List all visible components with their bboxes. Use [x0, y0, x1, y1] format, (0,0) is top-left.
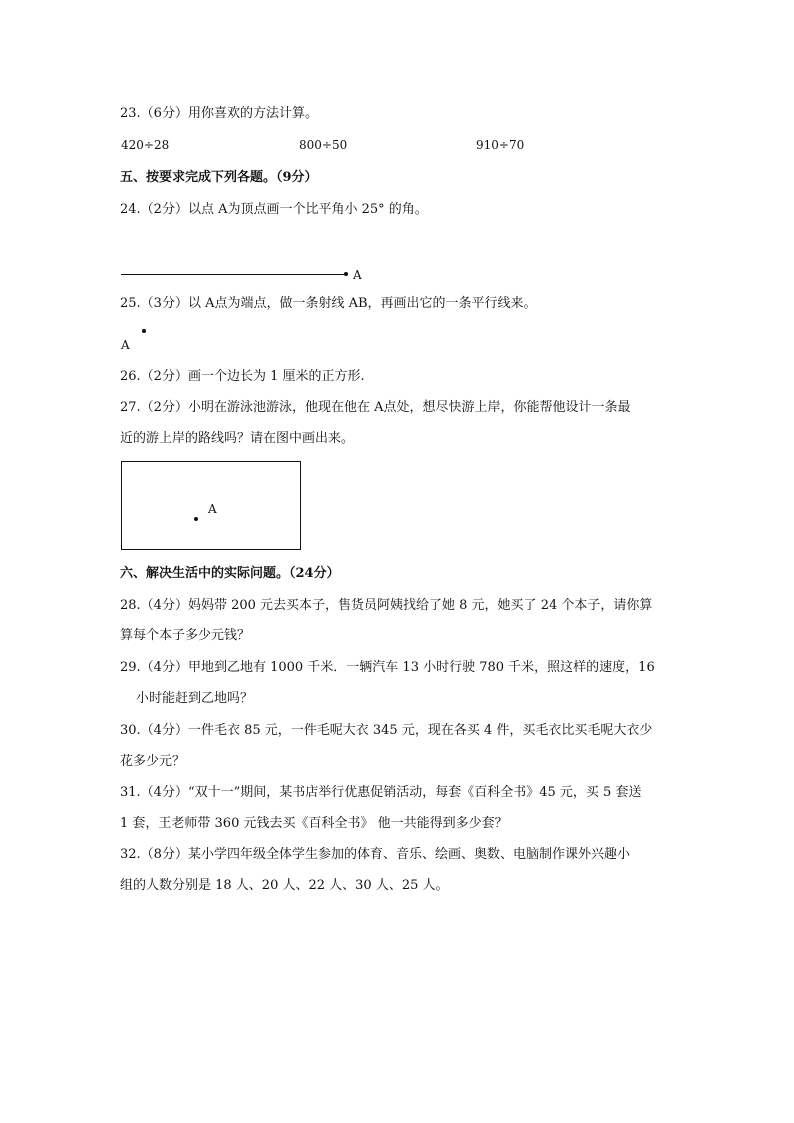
q30-text-line1: 30.（4分）一件毛衣 85 元，一件毛呢大衣 345 元，现在各买 4 件，买毛衣比买毛呢大衣少: [120, 723, 653, 738]
q24-point-a: [344, 272, 348, 276]
q28-text-line2: 算每个本子多少元钱？: [120, 628, 251, 643]
q29-text-line1: 29.（4分）甲地到乙地有 1000 千米．一辆汽车 13 小时行驶 780 千米，照这样的速度，16: [120, 660, 655, 675]
q28-text-line1: 28.（4分）妈妈带 200 元去买本子，售货员阿姨找给了她 8 元，她买了 24 个本子，请你算: [120, 598, 653, 613]
q24-point-label: A: [353, 268, 362, 282]
q29-text-line2: 小时能赶到乙地吗？: [136, 691, 254, 706]
q30-text-line2: 花多少元？: [120, 754, 186, 769]
q24-base-line: [121, 274, 346, 275]
q27-point-a: [194, 517, 198, 521]
q24-text: 24.（2分）以点 A为顶点画一个比平角小 25° 的角。: [120, 202, 428, 217]
section-5-heading: 五、按要求完成下列各题。（9分）: [120, 170, 318, 185]
q25-point-label: A: [121, 338, 130, 352]
q23-calc-2: 800÷50: [299, 138, 348, 152]
q23-calc-1: 420÷28: [121, 138, 170, 152]
q25-text: 25.（3分）以 A点为端点，做一条射线 AB，再画出它的一条平行线来。: [120, 296, 537, 311]
q23-text: 23.（6分）用你喜欢的方法计算。: [120, 106, 318, 121]
q32-text-line2: 组的人数分别是 18 人、20 人、22 人、30 人、25 人。: [120, 878, 449, 893]
q31-text-line2: 1 套，王老师带 360 元钱去买《百科全书》 他一共能得到多少套？: [120, 816, 508, 831]
section-6-heading: 六、解决生活中的实际问题。（24分）: [120, 566, 340, 581]
q27-text-line2: 近的游上岸的路线吗？请在图中画出来。: [120, 431, 355, 446]
q31-text-line1: 31.（4分）“双十一”期间，某书店举行优惠促销活动，每套《百科全书》45 元，买 5 套送: [120, 785, 642, 800]
q26-text: 26.（2分）画一个边长为 1 厘米的正方形.: [120, 369, 365, 384]
q25-point-a: [142, 329, 146, 333]
q27-text-line1: 27.（2分）小明在游泳池游泳，他现在他在 A点处，想尽快游上岸，你能帮他设计一条最: [120, 400, 631, 415]
q32-text-line1: 32.（8分）某小学四年级全体学生参加的体育、音乐、绘画、奥数、电脑制作课外兴趣小: [120, 847, 630, 862]
q23-calc-3: 910÷70: [476, 138, 525, 152]
q27-point-label: A: [208, 502, 217, 516]
